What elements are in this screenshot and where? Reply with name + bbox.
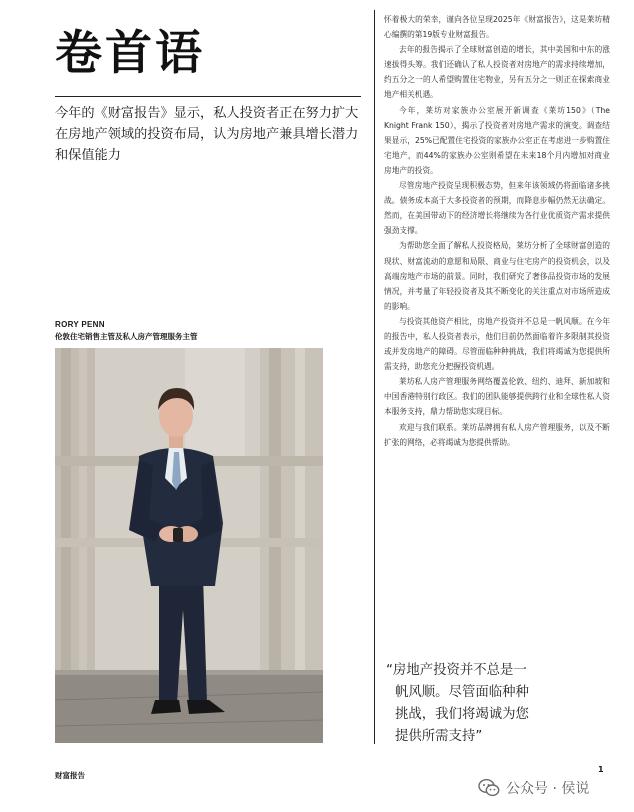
- author-name: RORY PENN: [55, 320, 105, 329]
- footer-report-label: 财富报告: [55, 771, 85, 780]
- author-role: 伦敦住宅销售主管及私人房产管理服务主管: [55, 332, 198, 341]
- body-paragraph: 与投资其他资产相比，房地产投资并不总是一帆风顺。在今年的报告中，私人投资者表示，他们目前仍然面临着许多限制其投资或并发房地产的障碍。尽管面临种种挑战，我们将竭诚为您提供所需支持，助您充分把握投资机遇。: [384, 316, 610, 372]
- body-paragraph: 怀着极大的荣幸，谨向各位呈现2025年《财富报告》，这是莱坊精心编撰的第19版专业财富报告。: [384, 15, 610, 40]
- intro-summary: 今年的《财富报告》显示，私人投资者正在努力扩大在房地产领域的投资布局，认为房地产兼具增长潜力和保值能力: [55, 106, 359, 163]
- body-text: [384, 12, 610, 450]
- watermark: [478, 776, 589, 800]
- body-paragraph: 欢迎与我们联系。莱坊品牌拥有私人房产管理服务，以及不断扩张的网络，必将竭诚为您提供帮助。: [384, 422, 610, 447]
- body-paragraph: 尽管房地产投资呈现积极态势，但来年该领域仍将面临诸多挑战。债务成本高于大多投资者的预期，而降息步幅仍然无法确定。然而，在美国带动下的经济增长将继续为各行业优质资产需求提供强劲支撑。: [384, 181, 610, 236]
- watermark-text: 公众号 · 侯说: [506, 781, 590, 797]
- pull-quote-line: 帆风顺。尽管面临种种: [395, 685, 529, 700]
- body-paragraph: 莱坊私人房产管理服务网络覆盖伦敦、纽约、迪拜、新加坡和中国香港特别行政区。我们的团队能够提供跨行业和全球性私人资本服务支持，鼎力帮助您实现目标。: [384, 377, 610, 417]
- body-paragraph: 为帮助您全面了解私人投资格局，莱坊分析了全球财富创造的现状、财富流动的意愿和局限、商业与住宅房产的投资机会，以及高端房地产市场的前景。同时，我们研究了奢侈品投资市场的发展情况，并考量了年轻投资者及其不断变化的关注重点对市场所造成的影响。: [384, 241, 610, 311]
- author-photo-illustration: [55, 348, 323, 743]
- pull-quote-line: 提供所需支持”: [395, 729, 483, 744]
- page-number: 1: [598, 765, 604, 774]
- wechat-icon: [478, 778, 500, 798]
- pull-quote-line: “房地产投资并不总是一: [386, 663, 527, 678]
- title-divider: [55, 96, 361, 97]
- pull-quote: [386, 660, 554, 748]
- column-divider: [374, 10, 375, 744]
- body-paragraph: 今年，莱坊对家族办公室展开新调查《莱坊150》（The Knight Frank 150），揭示了投资者对房地产需求的演变。调查结果显示，25%已配置住宅投资的家族办公室正在考虑进一步购置住宅地产，而44%的家族办公室则希望在未来18个月内增加对商业房地产的投资。: [384, 105, 610, 175]
- body-paragraph: 去年的报告揭示了全球财富创造的增长，其中美国和中东的涨速拔得头筹。我们还确认了私人投资者对房地产的需求持续增加，约五分之一的人希望购置住宅物业，另有五分之一则正在探索商业地产相关机遇。: [384, 45, 610, 100]
- pull-quote-line: 挑战，我们将竭诚为您: [395, 707, 529, 722]
- author-photo: [55, 348, 323, 743]
- page-title: 卷首语: [55, 26, 205, 81]
